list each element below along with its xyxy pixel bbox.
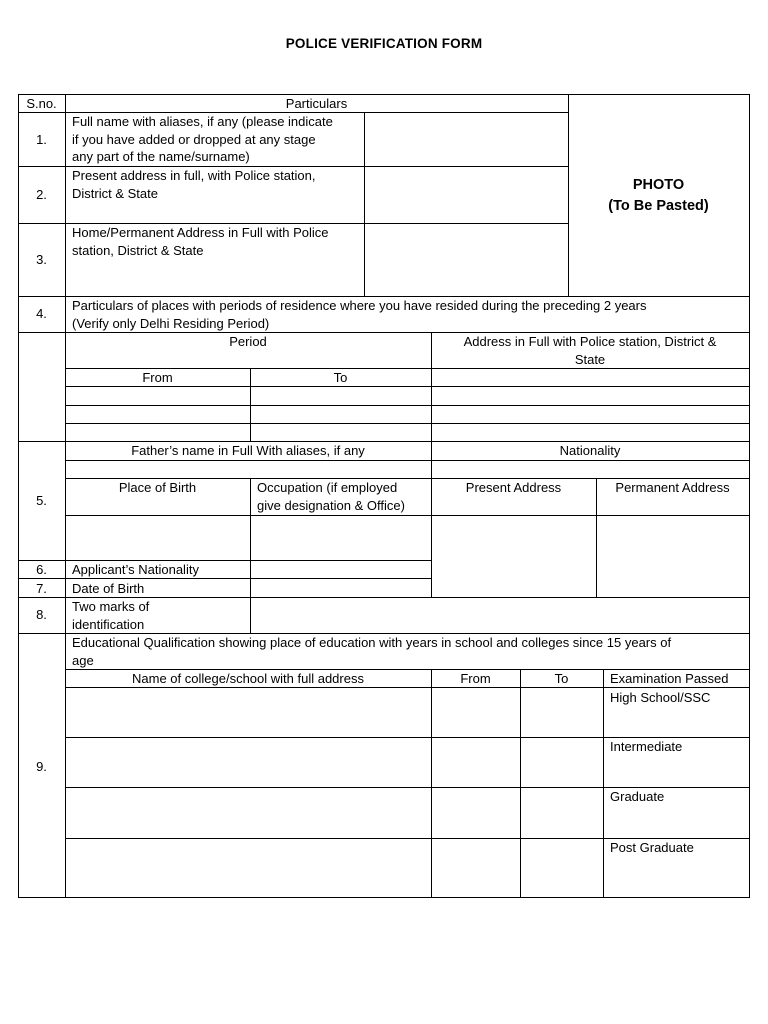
label-line: Address in Full with Police station, District &: [463, 334, 717, 349]
father-name-header: Father’s name in Full With aliases, if any: [131, 443, 365, 458]
photo-label: PHOTO: [632, 177, 685, 193]
residence-from-field[interactable]: [67, 388, 249, 404]
place-of-birth-field[interactable]: [67, 517, 249, 559]
father-permanent-address-field[interactable]: [598, 517, 748, 596]
present-address-label: [72, 167, 316, 202]
education-to-field[interactable]: [522, 789, 602, 837]
column-divider: [431, 669, 432, 898]
column-divider: [250, 478, 251, 634]
label-line: Two marks of: [72, 599, 150, 614]
row-number: 7.: [36, 581, 47, 596]
sno-header: S.no.: [26, 96, 57, 111]
applicant-nationality-field[interactable]: [252, 562, 430, 577]
column-divider: [603, 669, 604, 898]
label-line: give designation & Office): [257, 497, 405, 513]
father-name-field[interactable]: [67, 462, 430, 477]
row-number: 1.: [36, 132, 47, 147]
label-line: identification: [72, 616, 145, 632]
residence-from-field[interactable]: [67, 425, 249, 440]
father-permanent-address-header: Permanent Address: [615, 480, 730, 495]
residence-address-field[interactable]: [433, 370, 748, 385]
residence-to-field[interactable]: [252, 425, 430, 440]
education-from-field[interactable]: [433, 840, 519, 896]
label-line: Occupation (if employed: [257, 480, 398, 495]
date-of-birth-label: Date of Birth: [72, 581, 145, 596]
label-line: Present address in full, with Police station,: [72, 168, 316, 183]
row-number: 2.: [36, 187, 47, 202]
photo-instruction: (To Be Pasted): [608, 198, 709, 214]
label-line: State: [574, 351, 606, 367]
exam-graduate: Graduate: [610, 789, 665, 804]
identification-marks-label: [72, 598, 149, 633]
college-name-field[interactable]: [67, 689, 430, 736]
photo-placeholder: [568, 175, 749, 217]
education-from-field[interactable]: [433, 789, 519, 837]
label-line: Educational Qualification showing place of education with years in school and colleges since 15 years of: [72, 635, 672, 650]
column-divider: [520, 669, 521, 898]
row-divider: [65, 460, 750, 461]
residence-address-field[interactable]: [433, 407, 748, 422]
residence-address-field[interactable]: [433, 425, 748, 440]
column-divider: [431, 441, 432, 597]
place-of-birth-header: Place of Birth: [118, 480, 197, 495]
residence-address-field[interactable]: [433, 388, 748, 404]
college-name-field[interactable]: [67, 739, 430, 786]
permanent-address-label: [72, 224, 329, 259]
examination-passed-header: Examination Passed: [610, 671, 729, 686]
education-to-header: To: [554, 671, 569, 686]
label-line: any part of the name/surname): [72, 149, 250, 164]
row-number: 9.: [36, 759, 47, 774]
education-from-header: From: [460, 671, 491, 686]
education-from-field[interactable]: [433, 739, 519, 786]
occupation-header: [257, 479, 405, 514]
label-line: Particulars of places with periods of residence where you have resided during the preceding 2 years: [72, 298, 647, 313]
residence-from-field[interactable]: [67, 407, 249, 422]
college-name-header: Name of college/school with full address: [132, 671, 364, 686]
period-to-header: To: [333, 370, 348, 385]
present-address-field[interactable]: [366, 168, 567, 222]
identification-marks-field[interactable]: [252, 599, 748, 632]
education-to-field[interactable]: [522, 739, 602, 786]
applicant-nationality-label: Applicant’s Nationality: [72, 562, 199, 577]
label-line: (Verify only Delhi Residing Period): [72, 315, 270, 331]
row-number: 3.: [36, 252, 47, 267]
occupation-field[interactable]: [252, 517, 430, 559]
label-line: station, District & State: [72, 242, 204, 258]
exam-high-school: High School/SSC: [610, 690, 711, 705]
residence-address-header: [431, 333, 749, 368]
education-to-field[interactable]: [522, 689, 602, 736]
college-name-field[interactable]: [67, 789, 430, 837]
exam-post-graduate: Post Graduate: [610, 840, 694, 855]
label-line: if you have added or dropped at any stage: [72, 131, 316, 147]
row-divider: [65, 515, 750, 516]
label-line: Home/Permanent Address in Full with Police: [72, 225, 329, 240]
table-border-bottom: [18, 897, 750, 898]
row-number: 5.: [36, 493, 47, 508]
period-header: Period: [229, 334, 267, 349]
row-number: 4.: [36, 306, 47, 321]
label-line: Full name with aliases, if any (please indicate: [72, 114, 333, 129]
label-line: age: [72, 652, 94, 668]
particulars-header: Particulars: [285, 96, 348, 111]
residence-to-field[interactable]: [252, 407, 430, 422]
row-divider: [65, 405, 750, 406]
row-divider: [65, 423, 750, 424]
father-present-address-field[interactable]: [433, 517, 595, 596]
full-name-field[interactable]: [366, 114, 567, 165]
education-to-field[interactable]: [522, 840, 602, 896]
full-name-label: [72, 113, 333, 166]
education-from-field[interactable]: [433, 689, 519, 736]
education-qualification-label: [72, 634, 671, 669]
answer-column-divider: [364, 112, 365, 296]
exam-intermediate: Intermediate: [610, 739, 683, 754]
label-line: District & State: [72, 185, 158, 201]
period-from-header: From: [142, 370, 173, 385]
permanent-address-field[interactable]: [366, 225, 567, 295]
residence-particulars-label: [72, 297, 647, 332]
college-name-field[interactable]: [67, 840, 430, 896]
form-title: POLICE VERIFICATION FORM: [285, 36, 483, 51]
residence-to-field[interactable]: [252, 388, 430, 404]
date-of-birth-field[interactable]: [252, 580, 430, 596]
father-nationality-header: Nationality: [559, 443, 621, 458]
father-nationality-field[interactable]: [433, 462, 748, 477]
row-number: 8.: [36, 607, 47, 622]
table-border-right: [749, 94, 750, 898]
row-number: 6.: [36, 562, 47, 577]
father-present-address-header: Present Address: [465, 480, 562, 495]
